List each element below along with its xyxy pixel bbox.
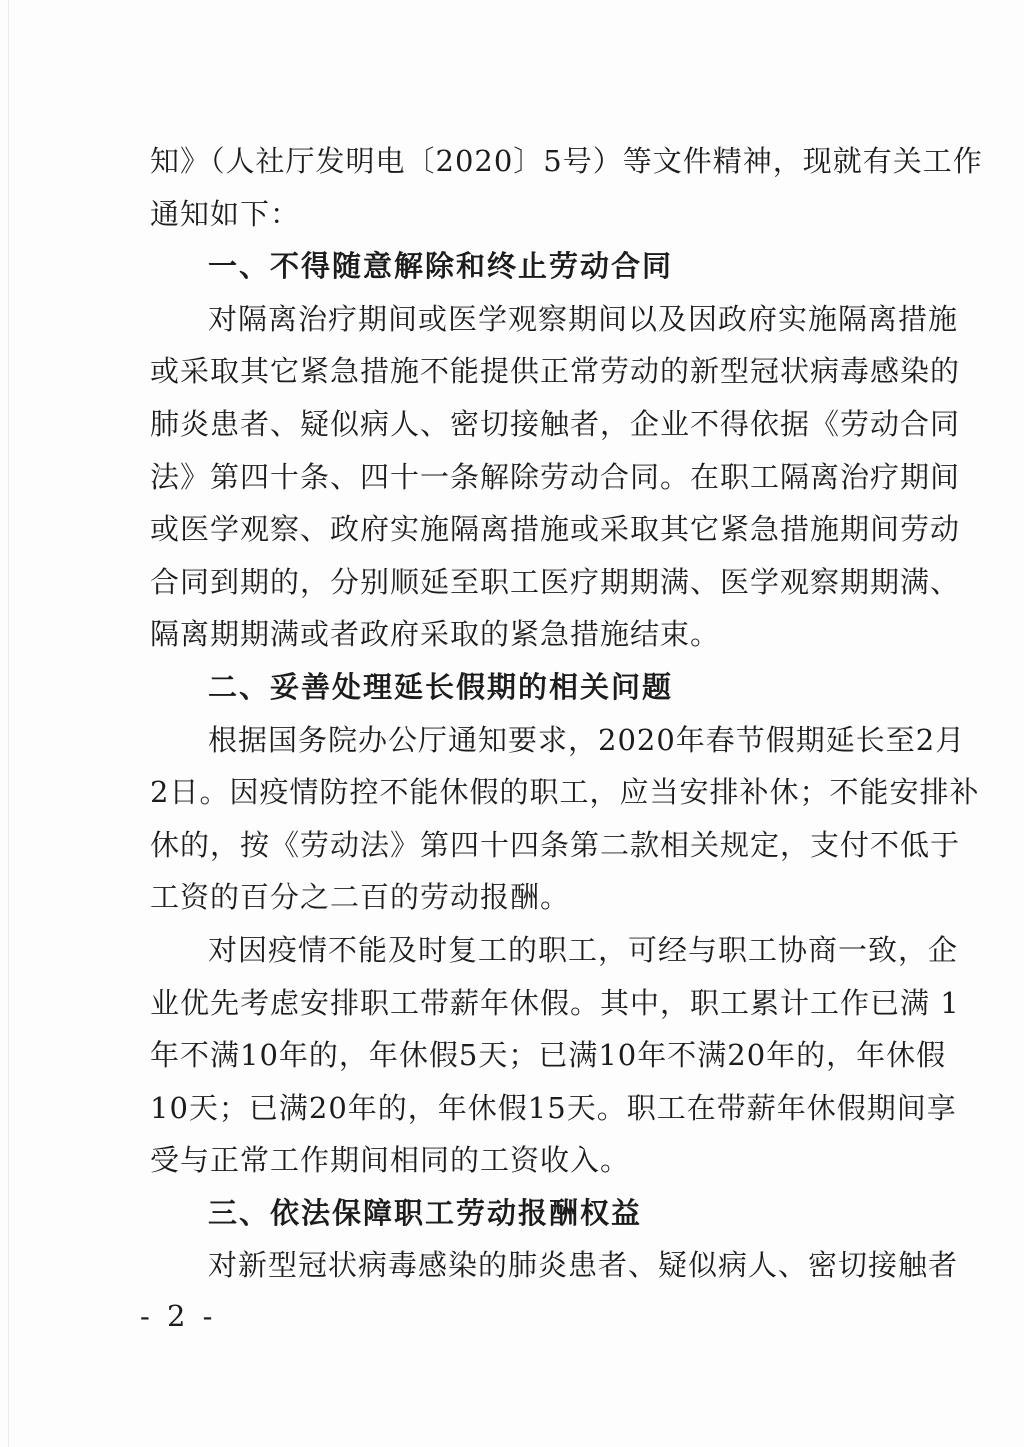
text-line: 或采取其它紧急措施不能提供正常劳动的新型冠状病毒感染的 (150, 354, 961, 389)
text-line: 或医学观察、政府实施隔离措施或采取其它紧急措施期间劳动 (150, 512, 961, 547)
page-number: - 2 - (140, 1299, 217, 1333)
text-line: 知》（人社厅发明电〔2020〕5号）等文件精神，现就有关工作 (150, 144, 983, 178)
document-body (150, 135, 983, 1292)
text-line: 肺炎患者、疑似病人、密切接触者，企业不得依据《劳动合同 (150, 406, 961, 441)
text-line: 年不满10年的，年休假5天；已满10年不满20年的，年休假 (150, 1038, 947, 1073)
section-heading-3: 三、依法保障职工劳动报酬权益 (208, 1195, 643, 1230)
section-heading-2: 二、妥善处理延长假期的相关问题 (208, 669, 674, 704)
text-line: 10天；已满20年的，年休假15天。职工在带薪年休假期间享 (150, 1090, 957, 1125)
scan-edge-line (8, 0, 9, 1447)
text-line: 通知如下： (150, 196, 301, 231)
paragraph-first-line: 对新型冠状病毒感染的肺炎患者、疑似病人、密切接触者 (208, 1248, 959, 1283)
text-line: 合同到期的，分别顺延至职工医疗期期满、医学观察期期满、 (150, 564, 961, 599)
paragraph-first-line: 对因疫情不能及时复工的职工，可经与职工协商一致，企 (208, 932, 959, 967)
text-line: 受与正常工作期间相同的工资收入。 (150, 1143, 631, 1178)
paragraph-first-line: 根据国务院办公厅通知要求，2020年春节假期延长至2月 (208, 722, 966, 757)
text-line: 业优先考虑安排职工带薪年休假。其中，职工累计工作已满 1 (150, 985, 960, 1020)
section-heading-1: 一、不得随意解除和终止劳动合同 (208, 249, 674, 284)
text-line: 休的，按《劳动法》第四十四条第二款相关规定，支付不低于 (150, 827, 961, 862)
text-line: 工资的百分之二百的劳动报酬。 (150, 880, 571, 915)
text-line: 法》第四十条、四十一条解除劳动合同。在职工隔离治疗期间 (150, 459, 961, 494)
text-line: 隔离期期满或者政府采取的紧急措施结束。 (150, 617, 721, 652)
paragraph-first-line: 对隔离治疗期间或医学观察期间以及因政府实施隔离措施 (208, 301, 959, 336)
text-line: 2日。因疫情防控不能休假的职工，应当安排补休；不能安排补 (150, 775, 980, 810)
